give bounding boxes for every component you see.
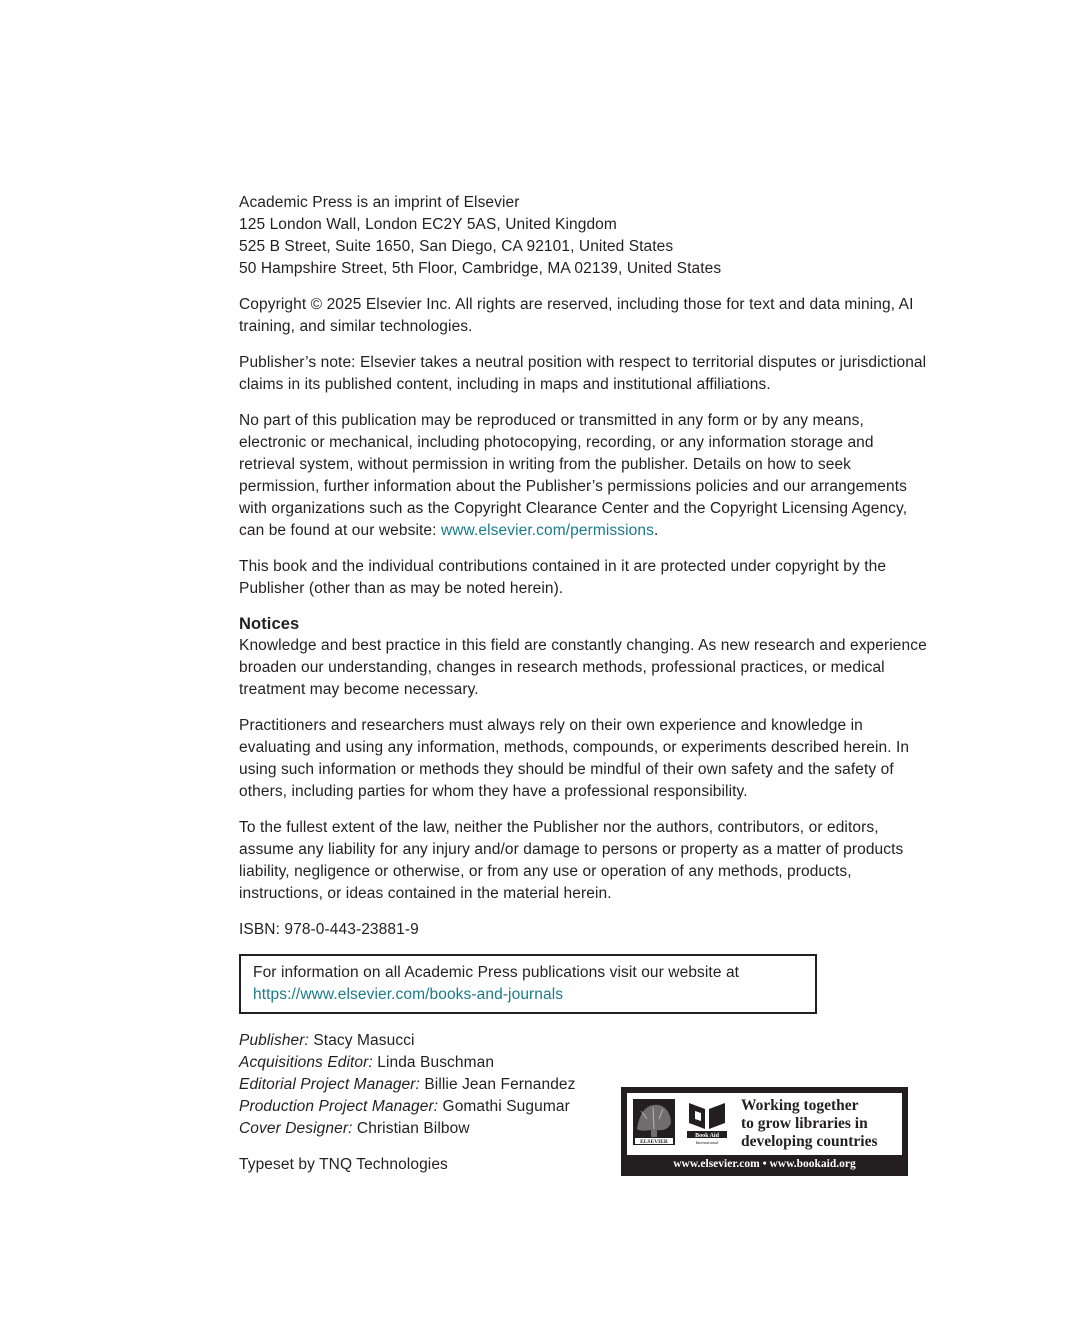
notices-paragraph: To the fullest extent of the law, neither the Publisher nor the authors, contributors, or editors, assume any liability for any injury and/or damage to persons or property as a matter of products liability, negligence or otherwise, or from any use or operation of any methods, products, instructions, or ideas contained in the material herein. [239, 819, 904, 902]
elsevier-label: ELSEVIER [640, 1139, 668, 1145]
logo-slogan [741, 1097, 901, 1151]
publisher-address [239, 192, 929, 280]
credit-role: Production Project Manager: [239, 1098, 439, 1115]
notices-heading: Notices [239, 615, 300, 633]
credit-name: Linda Buschman [372, 1054, 495, 1071]
reproduction-end: . [653, 522, 659, 539]
notices-paragraph: Practitioners and researchers must always rely on their own experience and knowledge in evaluating and using any information, methods, compounds, or experiments described herein. In using such information or methods they should be mindful of their own safety and the safety of others, including parties for whom they have a professional responsibility. [239, 717, 910, 800]
credit-role: Editorial Project Manager: [239, 1076, 420, 1093]
permissions-link[interactable]: www.elsevier.com/permissions [440, 522, 654, 539]
credit-role: Acquisitions Editor: [239, 1054, 373, 1071]
credit-role: Publisher: [239, 1032, 309, 1049]
logo-panel [627, 1093, 902, 1155]
info-box-text: For information on all Academic Press publications visit our website at [253, 964, 740, 981]
reproduction-text: No part of this publication may be reproduced or transmitted in any form or by any means, electronic or mechanical, including photocopying, recording, or any information storage and retrieval system, without permission in writing from the publisher. Details on how to seek permission, further information about the Publisher’s permissions policies and our arrangements with organizations such as the Copyright Clearance Center and the Copyright Licensing Agency, can be found at our website: [239, 412, 908, 539]
elsevier-tree-icon [633, 1099, 675, 1145]
publishers-note: Publisher’s note: Elsevier takes a neutral position with respect to territorial disputes or jurisdictional claims in its published content, including in maps and institutional affiliations. [239, 354, 927, 393]
credit-name: Christian Bilbow [352, 1120, 470, 1137]
credit-line [239, 1030, 929, 1052]
bookaid-sub-label: International [695, 1140, 719, 1145]
copyright-page [239, 192, 929, 1176]
isbn: ISBN: 978-0-443-23881-9 [239, 921, 419, 938]
protection-notice: This book and the individual contributions contained in it are protected under copyright by the Publisher (other than as may be noted herein). [239, 558, 887, 597]
credit-name: Stacy Masucci [308, 1032, 415, 1049]
book-aid-logo [621, 1087, 908, 1176]
slogan-line: Working together [741, 1097, 859, 1114]
notices-paragraph: Knowledge and best practice in this field are constantly changing. As new research and experience broaden our understanding, changes in research methods, professional practices, or medical treatment may become necessary. [239, 637, 927, 698]
address-line: 50 Hampshire Street, 5th Floor, Cambridge, MA 02139, United States [239, 260, 722, 277]
copyright-notice: Copyright © 2025 Elsevier Inc. All rights are reserved, including those for text and data mining, AI training, and similar technologies. [239, 296, 914, 335]
address-line: 525 B Street, Suite 1650, San Diego, CA 92101, United States [239, 238, 674, 255]
slogan-line: to grow libraries in [741, 1115, 868, 1132]
typeset-credit: Typeset by TNQ Technologies [239, 1156, 448, 1173]
logo-footer: www.elsevier.com • www.bookaid.org [673, 1158, 856, 1170]
books-journals-link[interactable]: https://www.elsevier.com/books-and-journals [253, 986, 564, 1003]
credit-line [239, 1052, 929, 1074]
credit-name: Billie Jean Fernandez [419, 1076, 576, 1093]
credit-role: Cover Designer: [239, 1120, 353, 1137]
address-line: 125 London Wall, London EC2Y 5AS, United Kingdom [239, 216, 617, 233]
credit-name: Gomathi Sugumar [438, 1098, 570, 1115]
reproduction-notice [239, 410, 929, 542]
info-box [239, 954, 817, 1014]
book-aid-icon [685, 1099, 729, 1145]
slogan-line: developing countries [741, 1133, 878, 1150]
bookaid-label: Book Aid [695, 1133, 719, 1139]
address-line: Academic Press is an imprint of Elsevier [239, 194, 520, 211]
